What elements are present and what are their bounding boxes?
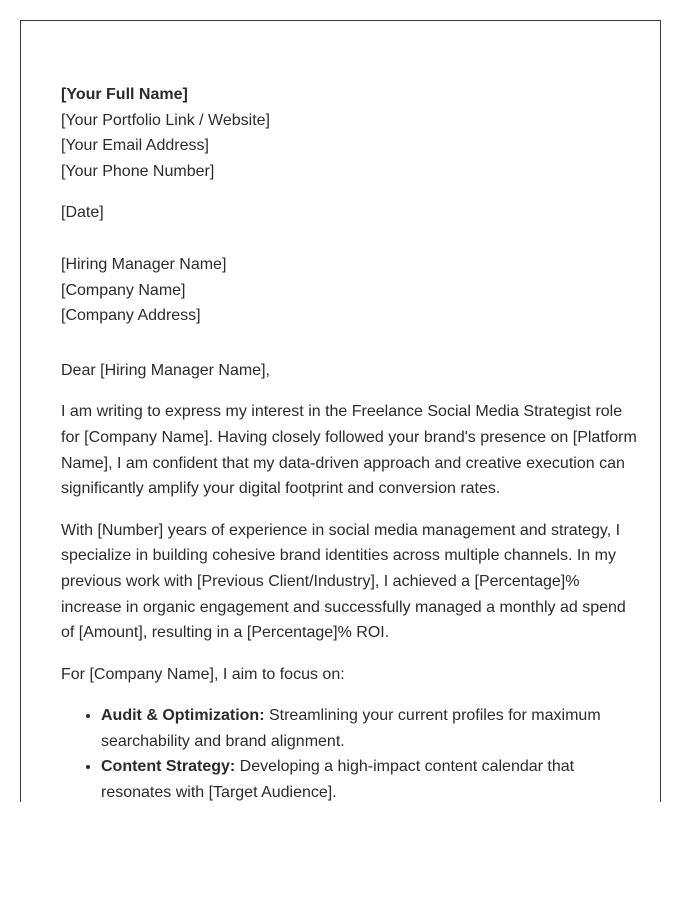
- sender-email: [Your Email Address]: [61, 137, 209, 155]
- date-block: [61, 200, 641, 226]
- focus-item-text: Streamlining your current profiles for maximum searchability and brand alignment.: [101, 707, 601, 750]
- letter-date: [Date]: [61, 204, 104, 222]
- body-paragraph-focus-intro: For [Company Name], I aim to focus on:: [61, 665, 345, 683]
- focus-list-item: [101, 754, 641, 802]
- focus-item-title: Audit & Optimization:: [101, 707, 265, 725]
- letter-page: [20, 20, 661, 802]
- recipient-company-address: [Company Address]: [61, 307, 201, 325]
- recipient-manager-name: [Hiring Manager Name]: [61, 255, 227, 273]
- focus-item-title: Content Strategy:: [101, 758, 236, 776]
- body-paragraph-experience: With [Number] years of experience in social media management and strategy, I specialize in building cohesive brand identities across multiple channels. In my previous work with [Previous Client/Industry], I achieved a [Percentage]% increase in organic engagement and successfully managed a monthly ad spend of [Amount], resulting in a [Percentage]% ROI.: [61, 521, 626, 642]
- focus-item-text: Developing a high-impact content calendar that resonates with [Target Audience].: [101, 758, 575, 802]
- recipient-company-name: [Company Name]: [61, 281, 186, 299]
- focus-list: [61, 703, 641, 802]
- focus-list-item: [101, 703, 641, 754]
- recipient-block: [61, 252, 641, 329]
- sender-full-name: [Your Full Name]: [61, 86, 188, 103]
- letter-content: [61, 82, 641, 802]
- sender-portfolio: [Your Portfolio Link / Website]: [61, 111, 270, 129]
- sender-phone: [Your Phone Number]: [61, 162, 215, 180]
- salutation: Dear [Hiring Manager Name],: [61, 361, 270, 379]
- sender-block: [61, 82, 641, 184]
- body-paragraph-intro: I am writing to express my interest in the Freelance Social Media Strategist role for [Company Name]. Having closely followed your brand's presence on [Platform Name], I am confident that my data-driven approach and creative execution can significantly amplify your digital footprint and conversion rates.: [61, 403, 637, 498]
